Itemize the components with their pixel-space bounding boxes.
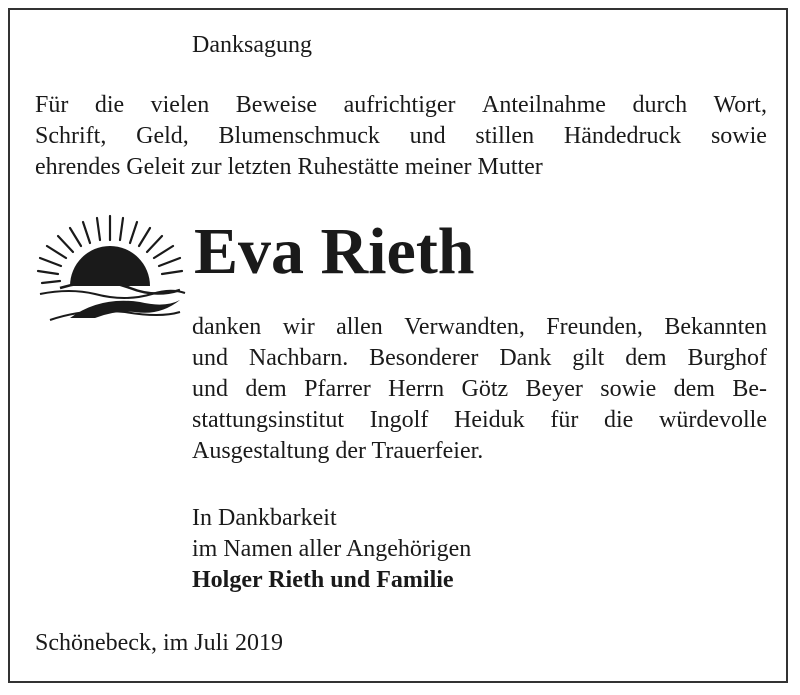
body-line: stattungsinstitut Ingolf Heiduk für die würdevolle [192, 407, 767, 433]
intro-line: Schrift, Geld, Blumenschmuck und stillen Händedruck sowie [35, 123, 767, 149]
closing-block [192, 503, 471, 596]
intro-paragraph [35, 90, 767, 183]
notice-heading: Danksagung [192, 32, 312, 58]
body-line: und Nachbarn. Besonderer Dank gilt dem Burghof [192, 345, 767, 371]
body-line: Ausgestaltung der Trauerfeier. [192, 438, 484, 464]
intro-line: ehrendes Geleit zur letzten Ruhestätte meiner Mutter [35, 154, 543, 180]
body-paragraph [192, 312, 767, 467]
body-line: und dem Pfarrer Herrn Götz Beyer sowie dem Be- [192, 376, 767, 402]
closing-line: In Dankbarkeit [192, 505, 337, 531]
place-date: Schönebeck, im Juli 2019 [35, 630, 283, 656]
closing-line: im Namen aller Angehörigen [192, 536, 472, 562]
signer-name: Holger Rieth und Familie [192, 567, 454, 593]
sunrise-icon [30, 208, 190, 333]
intro-line: Für die vielen Beweise aufrichtiger Anteilnahme durch Wort, [35, 92, 767, 118]
body-line: danken wir allen Verwandten, Freunden, Bekannten [192, 314, 767, 340]
deceased-name: Eva Rieth [194, 215, 475, 288]
